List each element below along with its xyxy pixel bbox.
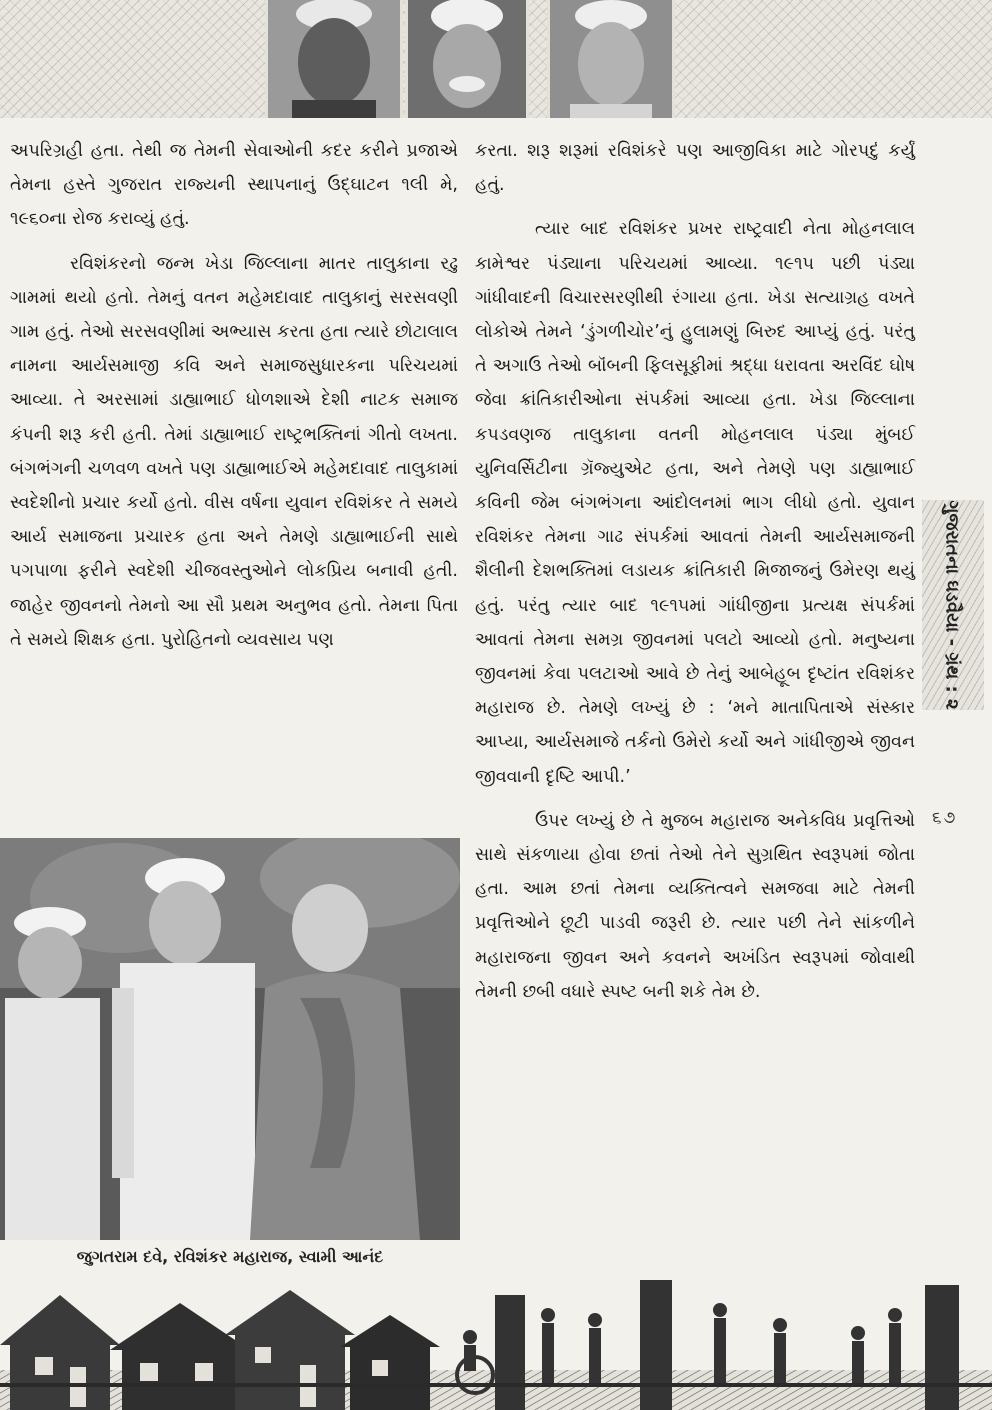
portrait-photo-3 [547, 0, 675, 118]
right-paragraph-1: કરતા. શરૂ શરૂમાં રવિશંકરે પણ આજીવિકા માટે ગોરપદું કર્યું હતું. [475, 141, 915, 196]
right-text-column [475, 134, 915, 1009]
bottom-silhouette-band [0, 1275, 992, 1410]
page-number: ૬૭ [932, 808, 958, 828]
portrait-photo-2 [405, 0, 529, 118]
group-photograph [0, 838, 460, 1240]
book-series-title: ગુજરાતના ઘડવૈયા - ગ્રંથ : ૨ [941, 500, 963, 710]
right-paragraph-2: ત્યાર બાદ રવિશંકર પ્રખર રાષ્ટ્રવાદી નેતા મોહનલાલ કામેશ્વર પંડ્યાના પરિચયમાં આવ્યા. ૧૯૧૫ પછી પંડ્યા ગાંધીવાદની વિચારસરણીથી રંગાયા હતા. ખેડા સત્યાગ્રહ વખતે લોકોએ તેમને ‘ડુંગળીચોર’નું હુલામણું બિરુદ આપ્યું હતું. પરંતુ તે અગાઉ તેઓ બૉંબની ફિલસૂફીમાં શ્રદ્ધા ધરાવતા અરવિંદ ઘોષ જેવા ક્રાંતિકારીઓના સંપર્કમાં આવ્યા હતા. ખેડા જિલ્લાના કપડવણજ તાલુકાના વતની મોહનલાલ પંડ્યા મુંબઈ યુનિવર્સિટીના ગ્રૅજ્યુએટ હતા, અને તેમણે પણ ડાહ્યાભાઈ કવિની જેમ બંગભંગના આંદોલનમાં ભાગ લીધો હતો. યુવાન રવિશંકર તેમના ગાઢ સંપર્કમાં આવતાં તેમની આર્યસમાજની શૈલીની દેશભક્તિમાં લડાયક ક્રાંતિકારી મિજાજનું ઉમેરણ થયું હતું. પરંતુ ત્યાર બાદ ૧૯૧૫માં ગાંધીજીના પ્રત્યક્ષ સંપર્કમાં આવતાં તેમના સમગ્ર જીવનમાં પલટો આવ્યો હતો. મનુષ્યના જીવનમાં કેવા પલટાઓ આવે છે તેનું આબેહૂબ દૃષ્ટાંત રવિશંકર મહારાજ છે. તેમણે લખ્યું છે : ‘મને માતાપિતાએ સંસ્કાર આપ્યા, આર્યસમાજે તર્કનો ઉમેરો કર્યો અને ગાંધીજીએ જીવન જીવવાની દૃષ્ટિ આપી.’ [475, 219, 915, 787]
left-paragraph-2: રવિશંકરનો જન્મ ખેડા જિલ્લાના માતર તાલુકાના રઢુ ગામમાં થયો હતો. તેમનું વતન મહેમદાવાદ તાલુકાનું સરસવણી ગામ હતું. તેઓ સરસવણીમાં અભ્યાસ કરતા હતા ત્યારે છોટાલાલ નામના આર્યસમાજી કવિ અને સમાજસુધારકના પરિચયમાં આવ્યા. તે અરસામાં ડાહ્યાભાઈ ધોળશાએ દેશી નાટક સમાજ કંપની શરૂ કરી હતી. તેમાં ડાહ્યાભાઈ રાષ્ટ્રભક્તિનાં ગીતો લખતા. બંગભંગની ચળવળ વખતે પણ ડાહ્યાભાઈએ મહેમદાવાદ તાલુકામાં સ્વદેશીનો પ્રચાર કર્યો હતો. વીસ વર્ષના યુવાન રવિશંકર તે સમયે આર્ય સમાજના પ્રચારક હતા અને તેમણે ડાહ્યાભાઈની સાથે પગપાળા ફરીને સ્વદેશી ચીજવસ્તુઓને લોકપ્રિય બનાવી હતી. જાહેર જીવનનો તેમનો આ સૌ પ્રથમ અનુભવ હતો. તેમના પિતા તે સમયે શિક્ષક હતા. પુરોહિતનો વ્યવસાય પણ [10, 253, 458, 650]
portrait-photo-1 [265, 0, 403, 118]
left-text-column [10, 134, 458, 657]
right-paragraph-3: ઉપર લખ્યું છે તે મુજબ મહારાજ અનેકવિધ પ્રવૃત્તિઓ સાથે સંકળાયા હોવા છતાં તેઓ તેને સુગ્રથિત સ્વરૂપમાં જોતા હતા. આમ છતાં તેમના વ્યક્તિત્વને સમજવા માટે તેમની પ્રવૃત્તિઓને છૂટી પાડવી જરૂરી છે. ત્યાર પછી તેને સાંકળીને મહારાજના જીવન અને કવનને અખંડિત સ્વરૂપમાં જોવાથી તેમની છબી વધારે સ્પષ્ટ બની શકે તેમ છે. [475, 810, 915, 1002]
left-paragraph-1: અપરિગ્રહી હતા. તેથી જ તેમની સેવાઓની કદર કરીને પ્રજાએ તેમના હસ્તે ગુજરાત રાજ્યની સ્થાપનાનું ઉદ્‌ઘાટન ૧લી મે, ૧૯૬૦ના રોજ કરાવ્યું હતું. [10, 141, 458, 230]
photo-caption: જુગતરામ દવે, રવિશંકર મહારાજ, સ્વામી આનંદ [76, 1247, 384, 1266]
